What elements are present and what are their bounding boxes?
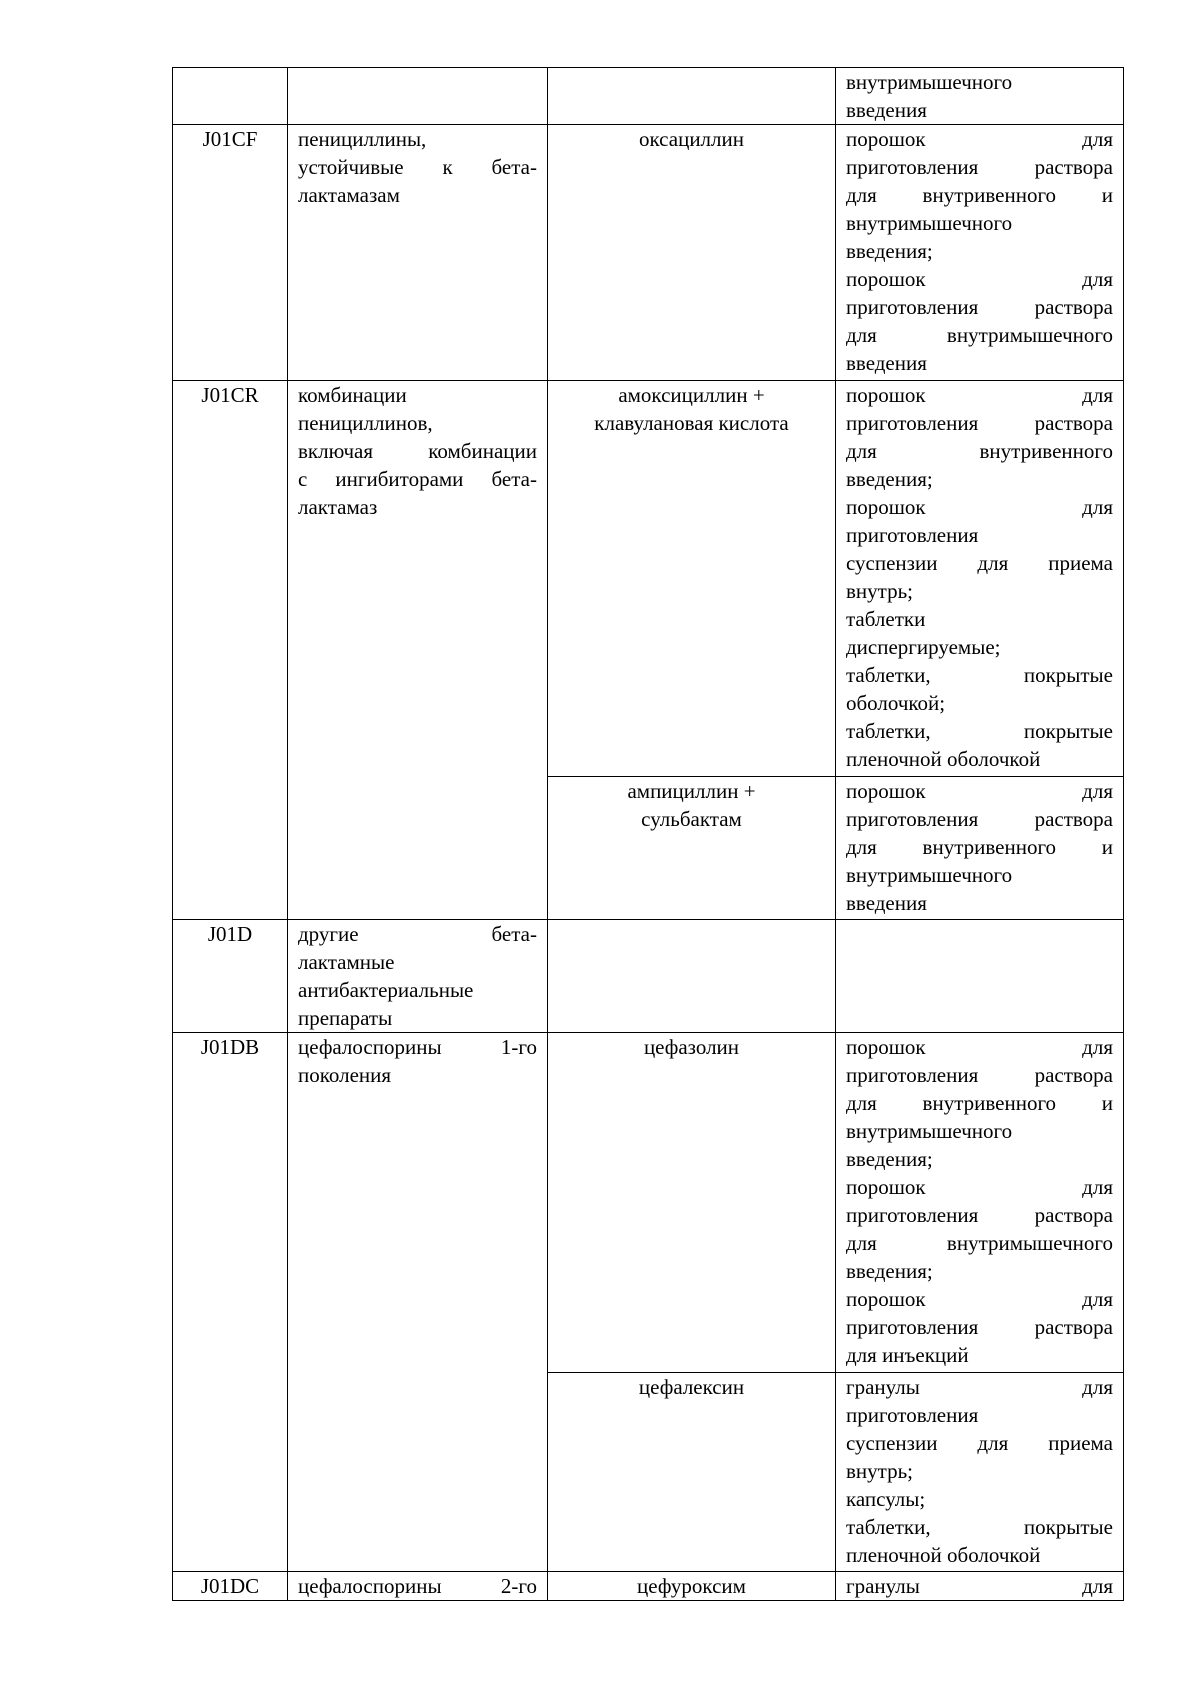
dosage-form-line: приготовления раствора bbox=[846, 807, 1113, 831]
dosage-form-line: внутрь; bbox=[846, 1459, 913, 1483]
dosage-form-line: порошок для bbox=[846, 267, 1113, 291]
inn-line: оксациллин bbox=[639, 127, 744, 151]
dosage-form-cell bbox=[836, 68, 1124, 125]
dosage-form-line: введения; bbox=[846, 1259, 933, 1283]
inn-cell bbox=[548, 1373, 836, 1572]
group-line: лактамаз bbox=[298, 495, 378, 519]
table-row bbox=[173, 1033, 1124, 1373]
atc-code-cell bbox=[173, 68, 288, 125]
group-line: цефалоспорины 2-го bbox=[298, 1574, 537, 1598]
group-line: лактамазам bbox=[298, 183, 400, 207]
dosage-form-line: таблетки, покрытые bbox=[846, 1515, 1113, 1539]
dosage-form-line: диспергируемые; bbox=[846, 635, 1001, 659]
inn-cell bbox=[548, 125, 836, 381]
group-line: антибактериальные bbox=[298, 978, 474, 1002]
dosage-form-line: порошок для bbox=[846, 127, 1113, 151]
inn-line: цефазолин bbox=[643, 1035, 740, 1059]
dosage-form-line: внутримышечного bbox=[846, 70, 1013, 94]
dosage-form-line: приготовления раствора bbox=[846, 295, 1113, 319]
inn-cell bbox=[548, 920, 836, 1033]
dosage-form-line: приготовления bbox=[846, 1403, 979, 1427]
atc-code-cell: J01CF bbox=[173, 125, 288, 381]
dosage-form-cell bbox=[836, 381, 1124, 777]
atc-code-cell: J01DB bbox=[173, 1033, 288, 1572]
inn-line: цефалексин bbox=[638, 1375, 745, 1399]
table-row bbox=[173, 381, 1124, 777]
dosage-form-line: приготовления bbox=[846, 523, 979, 547]
dosage-form-line: приготовления раствора bbox=[846, 155, 1113, 179]
dosage-form-line: порошок для bbox=[846, 1287, 1113, 1311]
group-cell bbox=[288, 381, 548, 920]
dosage-form-line: капсулы; bbox=[846, 1487, 926, 1511]
dosage-form-line: для внутривенного и bbox=[846, 1091, 1113, 1115]
table-row bbox=[173, 68, 1124, 125]
inn-line: сульбактам bbox=[641, 807, 742, 831]
dosage-form-line: введения; bbox=[846, 239, 933, 263]
group-cell bbox=[288, 68, 548, 125]
dosage-form-line: внутримышечного bbox=[846, 211, 1013, 235]
dosage-form-line: гранулы для bbox=[846, 1574, 1113, 1598]
dosage-form-line: введения; bbox=[846, 1147, 933, 1171]
dosage-form-line: внутримышечного bbox=[846, 1119, 1013, 1143]
dosage-form-cell bbox=[836, 920, 1124, 1033]
dosage-form-line: приготовления раствора bbox=[846, 1203, 1113, 1227]
dosage-form-line: приготовления раствора bbox=[846, 1315, 1113, 1339]
group-line: препараты bbox=[298, 1006, 393, 1030]
inn-line: цефуроксим bbox=[637, 1574, 746, 1598]
dosage-form-line: пленочной оболочкой bbox=[846, 747, 1041, 771]
dosage-form-line: для внутримышечного bbox=[846, 1231, 1113, 1255]
dosage-form-line: для инъекций bbox=[846, 1343, 969, 1367]
dosage-form-line: пленочной оболочкой bbox=[846, 1543, 1041, 1567]
dosage-form-line: таблетки, покрытые bbox=[846, 719, 1113, 743]
dosage-form-line: порошок для bbox=[846, 1175, 1113, 1199]
group-cell bbox=[288, 125, 548, 381]
dosage-form-line: порошок для bbox=[846, 1035, 1113, 1059]
group-line: устойчивые к бета- bbox=[298, 155, 537, 179]
dosage-form-line: порошок для bbox=[846, 383, 1113, 407]
group-line: лактамные bbox=[298, 950, 395, 974]
dosage-form-cell bbox=[836, 1033, 1124, 1373]
inn-cell bbox=[548, 1033, 836, 1373]
dosage-form-line: приготовления раствора bbox=[846, 1063, 1113, 1087]
dosage-form-cell bbox=[836, 125, 1124, 381]
atc-code-cell: J01DC bbox=[173, 1572, 288, 1601]
table-row bbox=[173, 920, 1124, 1033]
group-cell bbox=[288, 920, 548, 1033]
dosage-form-line: для внутривенного bbox=[846, 439, 1113, 463]
dosage-form-line: введения; bbox=[846, 467, 933, 491]
dosage-form-line: приготовления раствора bbox=[846, 411, 1113, 435]
dosage-form-cell bbox=[836, 1572, 1124, 1601]
group-line: другие бета- bbox=[298, 922, 537, 946]
table-row bbox=[173, 1572, 1124, 1601]
inn-line: клавулановая кислота bbox=[594, 411, 789, 435]
dosage-form-line: таблетки bbox=[846, 607, 926, 631]
inn-cell bbox=[548, 1572, 836, 1601]
dosage-form-line: гранулы для bbox=[846, 1375, 1113, 1399]
inn-line: амоксициллин + bbox=[618, 383, 765, 407]
dosage-form-line: порошок для bbox=[846, 779, 1113, 803]
group-line: поколения bbox=[298, 1063, 392, 1087]
inn-line: ампициллин + bbox=[627, 779, 756, 803]
dosage-form-line: таблетки, покрытые bbox=[846, 663, 1113, 687]
dosage-form-line: внутримышечного bbox=[846, 863, 1013, 887]
drug-list-table bbox=[172, 67, 1124, 1601]
table-row bbox=[173, 125, 1124, 381]
group-line: цефалоспорины 1-го bbox=[298, 1035, 537, 1059]
dosage-form-line: оболочкой; bbox=[846, 691, 946, 715]
dosage-form-line: суспензии для приема bbox=[846, 551, 1113, 575]
dosage-form-line: для внутривенного и bbox=[846, 835, 1113, 859]
inn-cell bbox=[548, 68, 836, 125]
dosage-form-line: введения bbox=[846, 891, 927, 915]
dosage-form-line: внутрь; bbox=[846, 579, 913, 603]
group-line: пенициллинов, bbox=[298, 411, 433, 435]
dosage-form-line: введения bbox=[846, 351, 927, 375]
group-cell bbox=[288, 1572, 548, 1601]
dosage-form-line: для внутривенного и bbox=[846, 183, 1113, 207]
dosage-form-cell bbox=[836, 777, 1124, 920]
inn-cell bbox=[548, 777, 836, 920]
group-cell bbox=[288, 1033, 548, 1572]
group-line: пенициллины, bbox=[298, 127, 427, 151]
atc-code-cell: J01D bbox=[173, 920, 288, 1033]
dosage-form-line: суспензии для приема bbox=[846, 1431, 1113, 1455]
group-line: с ингибиторами бета- bbox=[298, 467, 537, 491]
dosage-form-line: для внутримышечного bbox=[846, 323, 1113, 347]
inn-cell bbox=[548, 381, 836, 777]
dosage-form-cell bbox=[836, 1373, 1124, 1572]
dosage-form-line: введения bbox=[846, 98, 927, 122]
group-line: комбинации bbox=[298, 383, 407, 407]
atc-code-cell: J01CR bbox=[173, 381, 288, 920]
dosage-form-line: порошок для bbox=[846, 495, 1113, 519]
group-line: включая комбинации bbox=[298, 439, 537, 463]
